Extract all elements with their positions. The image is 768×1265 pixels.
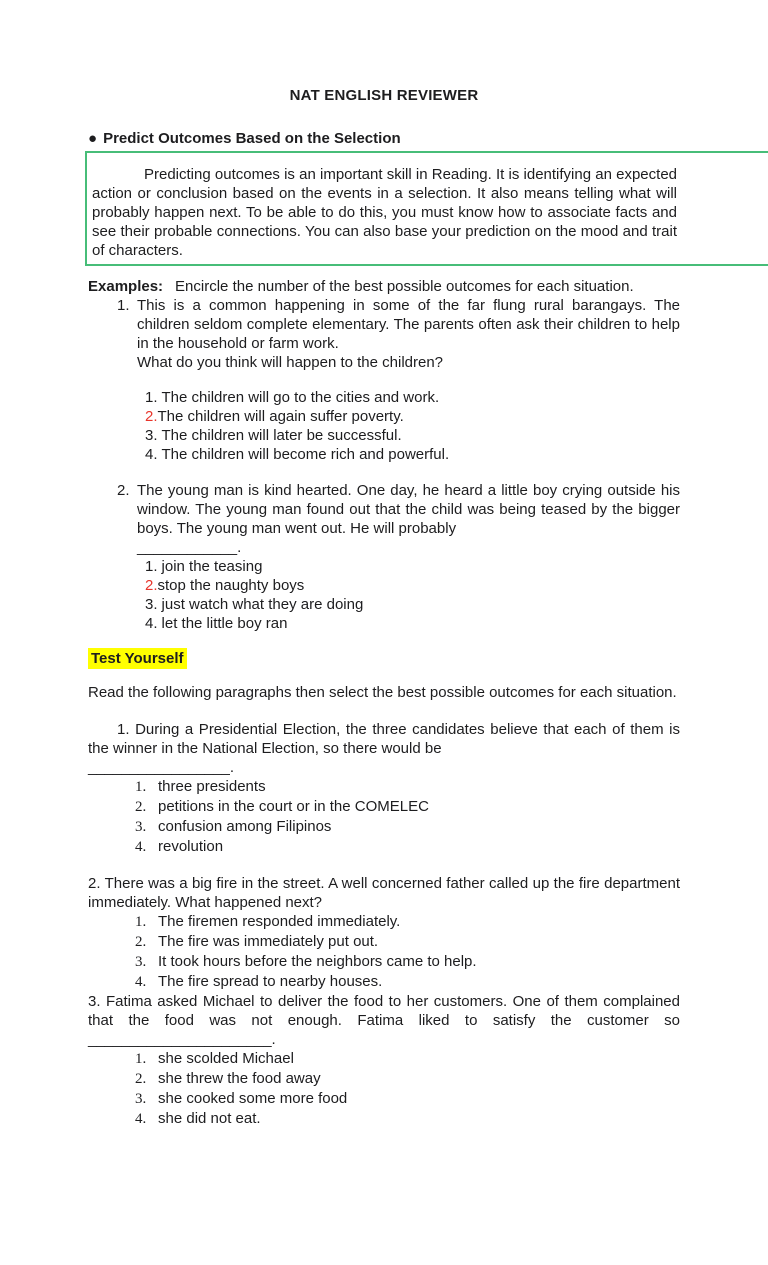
choice-number: 2. — [145, 577, 158, 594]
choice — [145, 426, 680, 445]
choice-text: revolution — [158, 838, 224, 855]
choice-number: 3. — [135, 954, 147, 970]
choice — [135, 797, 680, 817]
choice-number: 4. — [145, 446, 158, 463]
intro-box — [85, 151, 768, 266]
choice — [135, 972, 680, 992]
example-question: What do you think will happen to the children? — [137, 354, 444, 371]
choice-text: The fire was immediately put out. — [158, 933, 379, 950]
choice-number: 4. — [135, 1111, 147, 1127]
choice-text: petitions in the court or in the COMELEC — [158, 798, 429, 815]
blank-line: ____________. — [137, 539, 242, 556]
choice — [135, 932, 680, 952]
choice-text: It took hours before the neighbors came to help. — [158, 953, 477, 970]
choice-number: 2. — [135, 799, 147, 815]
test-yourself-heading: Test Yourself — [88, 648, 187, 669]
intro-text: Predicting outcomes is an important skill in Reading. It is identifying an expected action or conclusion based on the events in a selection. It also means telling what will probably happen next. To be able to do this, you must know how to associate facts and see their probable connections. You can also base your prediction on the mood and trait of characters. — [92, 166, 677, 259]
choice-text: The fire spread to nearby houses. — [158, 973, 383, 990]
example-item — [88, 481, 680, 557]
section-heading — [88, 129, 680, 148]
choice — [145, 595, 680, 614]
choice — [135, 777, 680, 797]
choice-number: 2. — [145, 408, 158, 425]
choice-text: The children will again suffer poverty. — [157, 408, 404, 425]
choice-list — [135, 1049, 680, 1129]
choice-text: The children will become rich and powerful. — [161, 446, 450, 463]
choice-text: The children will later be successful. — [161, 427, 402, 444]
test-yourself-section — [88, 648, 680, 669]
choice — [135, 1049, 680, 1069]
example-number: 1. — [117, 297, 130, 314]
bullet-icon: ● — [88, 130, 98, 147]
choice-list — [145, 557, 680, 633]
choice-number: 4. — [135, 974, 147, 990]
page-title: NAT ENGLISH REVIEWER — [289, 87, 479, 104]
choice-number: 1. — [145, 389, 158, 406]
choice — [145, 614, 680, 633]
choice — [145, 576, 680, 595]
choice-text: stop the naughty boys — [157, 577, 305, 594]
example-item — [88, 296, 680, 372]
choice-text: she scolded Michael — [158, 1050, 294, 1067]
examples-instruction: Encircle the number of the best possible outcomes for each situation. — [175, 278, 634, 295]
choice — [145, 407, 680, 426]
choice-text: she threw the food away — [158, 1070, 321, 1087]
blank-line: _________________. — [88, 759, 234, 776]
choice — [135, 912, 680, 932]
choice-text: join the teasing — [161, 558, 263, 575]
choice — [135, 1069, 680, 1089]
choice-number: 3. — [145, 427, 158, 444]
choice-number: 3. — [135, 1091, 147, 1107]
choice — [145, 557, 680, 576]
choice-text: The children will go to the cities and work. — [161, 389, 440, 406]
choice-text: she did not eat. — [158, 1110, 261, 1127]
example-number: 2. — [117, 482, 130, 499]
example-text: This is a common happening in some of the far flung rural barangays. The children seldom complete elementary. The parents often ask their children to help in the household or farm work. — [137, 297, 680, 352]
examples-label: Examples: — [88, 278, 164, 295]
choice-text: The firemen responded immediately. — [158, 913, 401, 930]
choice-list — [135, 777, 680, 857]
choice-text: confusion among Filipinos — [158, 818, 332, 835]
choice — [135, 817, 680, 837]
example-text: The young man is kind hearted. One day, he heard a little boy crying outside his window. The young man found out that the child was being teased by the bigger boys. The young man went out. He will probably — [137, 482, 680, 537]
choice-text: three presidents — [158, 778, 266, 795]
choice-number: 1. — [135, 914, 147, 930]
choice — [135, 952, 680, 972]
choice-number: 2. — [135, 934, 147, 950]
choice — [145, 388, 680, 407]
question-paragraph: 1. During a Presidential Election, the three candidates believe that each of them is the winner in the National Election, so there would be — [88, 721, 680, 757]
section-heading-label: Predict Outcomes Based on the Selection — [103, 130, 401, 147]
choice — [145, 445, 680, 464]
examples-paragraph — [88, 277, 680, 296]
choice — [135, 837, 680, 857]
choice-list — [145, 388, 680, 464]
choice-text: she cooked some more food — [158, 1090, 348, 1107]
choice-number: 3. — [145, 596, 158, 613]
question-paragraph: 3. Fatima asked Michael to deliver the food to her customers. One of them complained that the food was not enough. Fatima liked to satisfy the customer so ______________________. — [88, 993, 680, 1048]
choice-text: just watch what they are doing — [161, 596, 364, 613]
choice-number: 1. — [135, 1051, 147, 1067]
choice — [135, 1089, 680, 1109]
question-paragraph: 2. There was a big fire in the street. A well concerned father called up the fire department immediately. What happened next? — [88, 875, 680, 911]
choice-number: 2. — [135, 1071, 147, 1087]
choice-number: 3. — [135, 819, 147, 835]
choice-number: 4. — [135, 839, 147, 855]
choice-list — [135, 912, 680, 992]
choice-number: 1. — [135, 779, 147, 795]
choice-number: 4. — [145, 615, 158, 632]
choice — [135, 1109, 680, 1129]
choice-text: let the little boy ran — [161, 615, 288, 632]
choice-number: 1. — [145, 558, 158, 575]
test-instruction: Read the following paragraphs then select the best possible outcomes for each situation. — [88, 684, 677, 701]
